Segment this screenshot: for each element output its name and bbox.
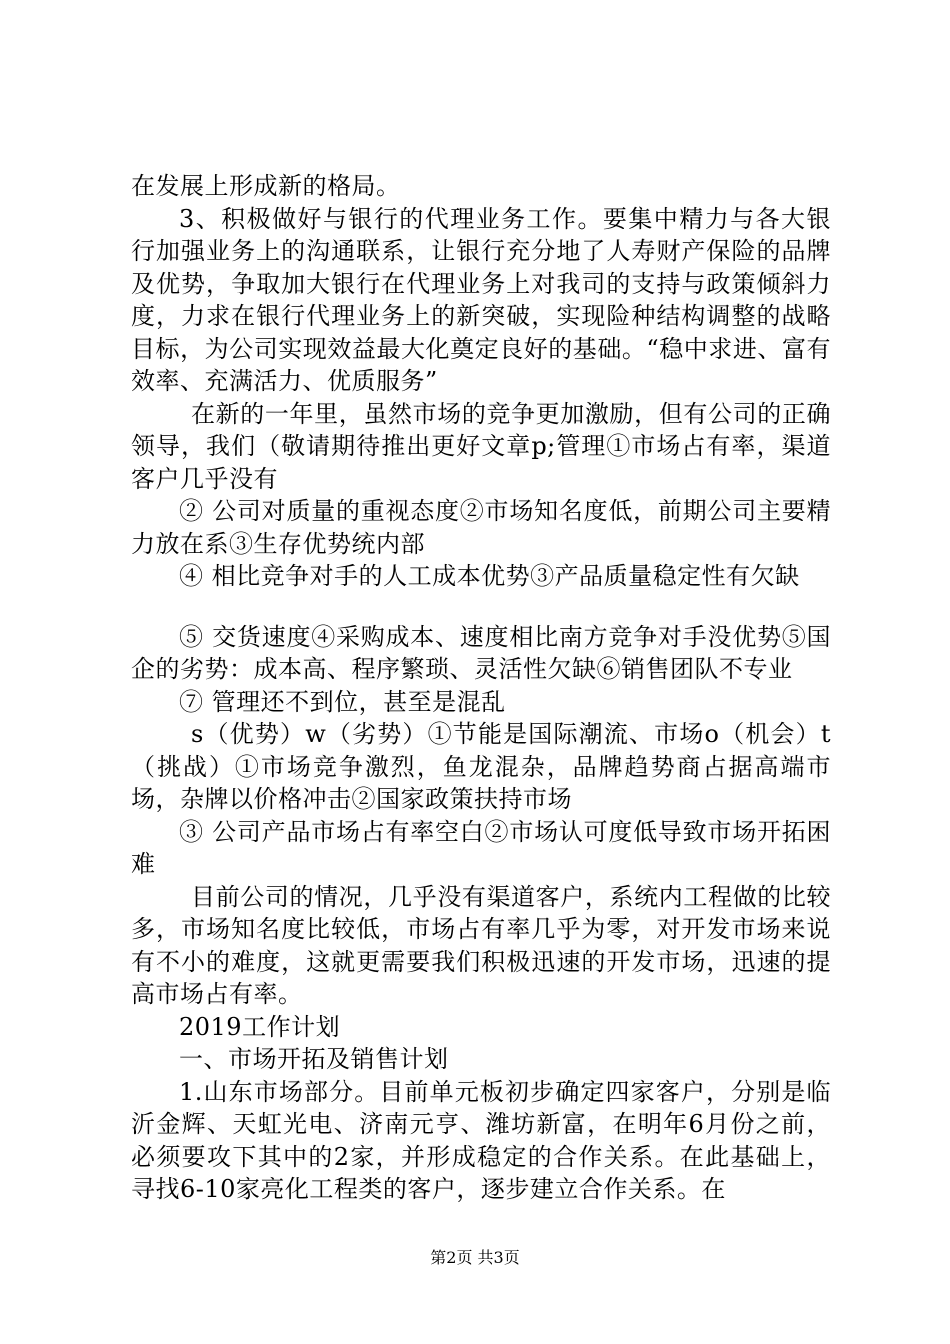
- paragraph-management: ⑦ 管理还不到位，甚至是混乱: [179, 687, 506, 716]
- paragraph-swot: s（优势）w（劣势）①节能是国际潮流、市场o（机会）t（挑战）①市场竞争激烈，鱼龙混杂，品牌趋势商占据高端市场，杂牌以价格冲击②国家政策扶持市场: [131, 720, 831, 813]
- page-number-footer: 第2页 共3页: [430, 1248, 520, 1267]
- document-body: [131, 170, 831, 1206]
- paragraph-quality-attitude: ② 公司对质量的重视态度②市场知名度低，前期公司主要精力放在系③生存优势统内部: [131, 497, 831, 558]
- paragraph-cost-advantage: ④ 相比竞争对手的人工成本优势③产品质量稳定性有欠缺: [179, 562, 800, 590]
- section-heading-market-sales: 一、市场开拓及销售计划: [179, 1045, 449, 1073]
- paragraph-delivery-speed: ⑤ 交货速度④采购成本、速度相比南方竞争对手没优势⑤国企的劣势：成本高、程序繁琐、灵活性欠缺⑥销售团队不专业: [131, 622, 831, 683]
- paragraph-new-year: 在新的一年里，虽然市场的竞争更加激励，但有公司的正确领导，我们（敬请期待推出更好文章p;管理①市场占有率，渠道客户几乎没有: [131, 399, 831, 493]
- paragraph-company-situation: 目前公司的情况，几乎没有渠道客户，系统内工程做的比较多，市场知名度比较低，市场占有率几乎为零，对开发市场来说有不小的难度，这就更需要我们积极迅速的开发市场，迅速的提高市场占有率。: [131, 882, 831, 1008]
- paragraph-shandong-market: 1.山东市场部分。目前单元板初步确定四家客户，分别是临沂金辉、天虹光电、济南元亨、潍坊新富，在明年6月份之前，必须要攻下其中的2家，并形成稳定的合作关系。在此基础上，寻找6-10家亮化工程类的客户，逐步建立合作关系。在: [131, 1077, 831, 1203]
- paragraph-bank-agency: 3、积极做好与银行的代理业务工作。要集中精力与各大银行加强业务上的沟通联系，让银行充分地了人寿财产保险的品牌及优势，争取加大银行在代理业务上对我司的支持与政策倾斜力度，力求在银行代理业务上的新突破，实现险种结构调整的战略目标，为公司实现效益最大化奠定良好的基础。“稳中求进、富有效率、充满活力、优质服务”: [131, 204, 831, 395]
- section-heading-work-plan: 2019工作计划: [179, 1012, 341, 1041]
- paragraph-market-share: ③ 公司产品市场占有率空白②市场认可度低导致市场开拓困难: [131, 817, 831, 878]
- paragraph-continuation: 在发展上形成新的格局。: [131, 172, 401, 200]
